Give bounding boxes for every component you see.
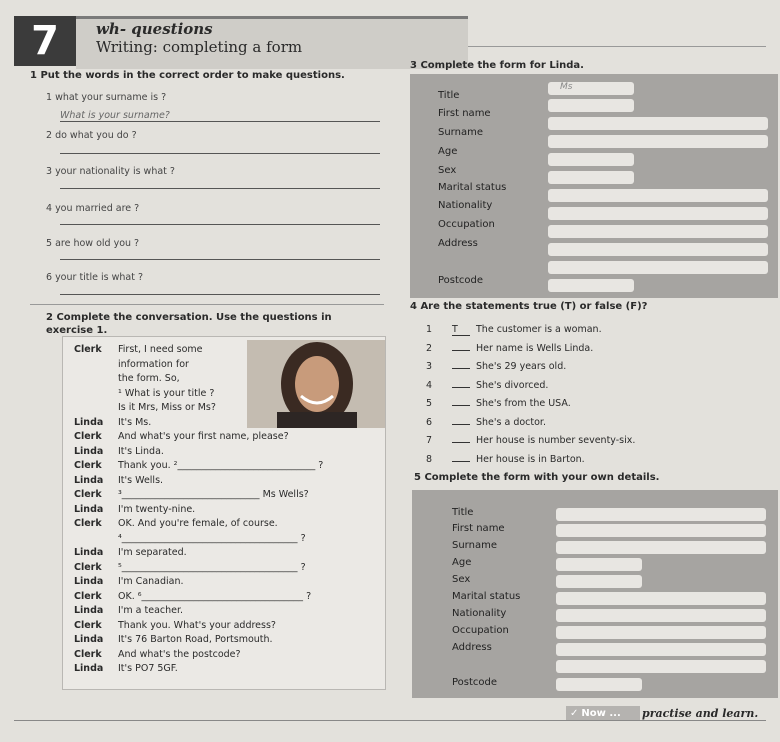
line-text: Is it Mrs, Miss or Ms? bbox=[118, 402, 216, 413]
speaker-name: Linda bbox=[74, 576, 104, 587]
section-divider bbox=[30, 304, 384, 305]
conversation-line bbox=[74, 475, 163, 486]
speaker-name: Linda bbox=[74, 416, 104, 428]
line-text: Thank you. ²_____________________________ ? bbox=[118, 460, 324, 471]
own-form-label: Title bbox=[452, 507, 474, 518]
statement-number: 5 bbox=[426, 398, 433, 409]
line-text: It's Ms. bbox=[118, 416, 152, 428]
form-field[interactable] bbox=[548, 261, 768, 274]
form-label: Title bbox=[438, 90, 460, 101]
ex1-answer-line[interactable] bbox=[60, 259, 380, 260]
speaker-name: Linda bbox=[74, 634, 104, 645]
tf-answer-blank[interactable] bbox=[452, 387, 470, 388]
statement-item bbox=[426, 361, 566, 372]
conversation-line bbox=[74, 533, 306, 544]
exercise-1-title: 1 Put the words in the correct order to make questions. bbox=[30, 70, 345, 81]
own-form-label: Occupation bbox=[452, 625, 509, 636]
form-label: Sex bbox=[438, 165, 457, 176]
now-label: Now ... bbox=[581, 707, 621, 719]
conversation-line bbox=[74, 562, 306, 573]
form-field[interactable] bbox=[548, 279, 634, 292]
conversation-line bbox=[74, 402, 216, 413]
linda-photo bbox=[247, 340, 385, 428]
line-text: ³_____________________________ Ms Wells? bbox=[118, 489, 309, 500]
ex1-question: 6 your title is what ? bbox=[46, 272, 144, 283]
own-form-label: Nationality bbox=[452, 608, 507, 619]
form-field[interactable] bbox=[548, 189, 768, 202]
statement-text: She's from the USA. bbox=[476, 398, 571, 409]
speaker-name: Linda bbox=[74, 547, 104, 558]
conversation-line bbox=[74, 446, 164, 457]
conversation-line bbox=[74, 344, 202, 355]
footer-tagline: practise and learn. bbox=[642, 707, 759, 720]
speaker-name: Linda bbox=[74, 663, 104, 674]
statement-number: 1 bbox=[426, 324, 433, 335]
statement-text: The customer is a woman. bbox=[476, 324, 602, 335]
form-label: Nationality bbox=[438, 200, 493, 211]
unit-title: wh- questions bbox=[96, 20, 213, 38]
speaker-name: Clerk bbox=[74, 648, 102, 660]
field-value: Ms bbox=[560, 82, 573, 92]
line-text: I'm separated. bbox=[118, 547, 187, 558]
statement-text: Her house is number seventy-six. bbox=[476, 435, 636, 446]
form-label: Marital status bbox=[438, 182, 507, 193]
own-form-field[interactable] bbox=[556, 558, 642, 571]
line-text: It's Wells. bbox=[118, 474, 164, 486]
own-form-field[interactable] bbox=[556, 592, 766, 605]
speaker-name: Linda bbox=[74, 605, 104, 616]
ex1-question: 1 what your surname is ? bbox=[46, 92, 167, 103]
own-form-label: Sex bbox=[452, 574, 471, 585]
line-text: And what's your first name, please? bbox=[118, 431, 289, 442]
conversation-line bbox=[74, 359, 189, 370]
line-text: It's PO7 5GF. bbox=[118, 663, 178, 674]
statement-item bbox=[426, 398, 571, 409]
ex1-answer-line[interactable] bbox=[60, 188, 380, 189]
form-label: Surname bbox=[438, 127, 483, 138]
form-field[interactable] bbox=[548, 153, 634, 166]
line-text: I'm twenty-nine. bbox=[118, 503, 196, 515]
statement-item bbox=[426, 324, 602, 336]
own-form-field[interactable] bbox=[556, 626, 766, 639]
line-text: ¹ What is your title ? bbox=[118, 387, 215, 399]
speaker-name: Clerk bbox=[74, 489, 102, 500]
unit-subtitle: Writing: completing a form bbox=[96, 38, 303, 56]
own-form-label: Postcode bbox=[452, 677, 498, 688]
ex1-answer-line[interactable] bbox=[60, 294, 380, 295]
statement-item bbox=[426, 435, 635, 446]
line-text: I'm Canadian. bbox=[118, 576, 184, 587]
ex1-question: 5 are how old you ? bbox=[46, 238, 140, 249]
form-label: Occupation bbox=[438, 219, 495, 230]
speaker-name: Clerk bbox=[74, 518, 102, 529]
line-text: It's 76 Barton Road, Portsmouth. bbox=[118, 634, 273, 645]
own-form-field[interactable] bbox=[556, 575, 642, 588]
exercise-4-title: 4 Are the statements true (T) or false (F)? bbox=[410, 301, 648, 312]
form-label: First name bbox=[438, 108, 491, 119]
line-text: the form. So, bbox=[118, 373, 180, 384]
ex1-question: 3 your nationality is what ? bbox=[46, 166, 175, 177]
statement-number: 7 bbox=[426, 435, 433, 446]
ex1-question: 2 do what you do ? bbox=[46, 130, 137, 141]
line-text: Thank you. What's your address? bbox=[118, 619, 276, 631]
ex1-answer-line[interactable] bbox=[60, 153, 380, 154]
tf-answer-blank[interactable]: T bbox=[452, 324, 470, 336]
own-form-field[interactable] bbox=[556, 524, 766, 537]
form-label: Age bbox=[438, 146, 458, 157]
line-text: information for bbox=[118, 358, 189, 370]
statement-item bbox=[426, 343, 593, 354]
exercise-2-title: 2 Complete the conversation. Use the questions in exercise 1. bbox=[46, 312, 332, 336]
conversation-line bbox=[74, 373, 180, 384]
form-field[interactable] bbox=[548, 117, 768, 130]
statement-text: Her name is Wells Linda. bbox=[476, 342, 594, 354]
conversation-line bbox=[74, 547, 187, 558]
line-text: First, I need some bbox=[118, 344, 203, 355]
footer-rule bbox=[14, 720, 766, 721]
statement-item bbox=[426, 454, 585, 465]
conversation-line bbox=[74, 620, 276, 631]
header-rule bbox=[468, 46, 766, 47]
speaker-name: Clerk bbox=[74, 561, 102, 573]
speaker-name: Clerk bbox=[74, 460, 102, 471]
conversation-line bbox=[74, 417, 151, 428]
conversation-line bbox=[74, 388, 214, 399]
speaker-name: Clerk bbox=[74, 619, 102, 631]
speaker-name: Linda bbox=[74, 445, 104, 457]
form-label: Address bbox=[438, 238, 478, 249]
conversation-line bbox=[74, 576, 184, 587]
statement-text: Her house is in Barton. bbox=[476, 453, 585, 465]
check-icon: ✓ bbox=[570, 707, 579, 719]
own-form-label: First name bbox=[452, 523, 505, 534]
now-badge bbox=[566, 706, 640, 720]
speaker-name: Clerk bbox=[74, 590, 102, 602]
form-field[interactable] bbox=[548, 171, 634, 184]
tf-answer-blank[interactable] bbox=[452, 442, 470, 443]
own-form-field[interactable] bbox=[556, 678, 642, 691]
exercise-3-title: 3 Complete the form for Linda. bbox=[410, 60, 584, 71]
tf-answer-blank[interactable] bbox=[452, 368, 470, 369]
statement-number: 2 bbox=[426, 342, 433, 354]
unit-number-badge bbox=[14, 16, 76, 66]
speaker-name: Clerk bbox=[74, 431, 102, 442]
own-form-field[interactable] bbox=[556, 541, 766, 554]
form-field[interactable] bbox=[548, 207, 768, 220]
own-form-field[interactable] bbox=[556, 660, 766, 673]
line-text: OK. And you're female, of course. bbox=[118, 518, 278, 529]
ex1-answer-line[interactable] bbox=[60, 224, 380, 225]
conversation-line bbox=[74, 591, 311, 602]
line-text: And what's the postcode? bbox=[118, 648, 241, 660]
line-text: ⁴_____________________________________ ? bbox=[118, 532, 306, 544]
conversation-line bbox=[74, 663, 178, 674]
own-form-label: Marital status bbox=[452, 591, 521, 602]
speaker-name: Linda bbox=[74, 503, 104, 515]
tf-answer-blank[interactable] bbox=[452, 424, 470, 425]
form-field[interactable] bbox=[548, 135, 768, 148]
unit-number: 7 bbox=[31, 18, 59, 64]
ex1-answer: What is your surname? bbox=[60, 110, 170, 121]
conversation-line bbox=[74, 605, 183, 616]
form-field[interactable] bbox=[548, 243, 768, 256]
line-text: I'm a teacher. bbox=[118, 605, 184, 616]
tf-answer-blank[interactable] bbox=[452, 461, 470, 462]
form-label: Postcode bbox=[438, 275, 484, 286]
statement-number: 3 bbox=[426, 361, 433, 372]
own-form-label: Address bbox=[452, 642, 492, 653]
own-form-label: Age bbox=[452, 557, 472, 568]
speaker-name: Clerk bbox=[74, 344, 102, 355]
own-form-field[interactable] bbox=[556, 609, 766, 622]
statement-number: 6 bbox=[426, 416, 433, 428]
ex1-answer-line[interactable] bbox=[60, 121, 380, 122]
statement-number: 8 bbox=[426, 453, 433, 465]
speaker-name: Linda bbox=[74, 474, 104, 486]
conversation-line bbox=[74, 649, 241, 660]
form-field[interactable] bbox=[548, 225, 768, 238]
conversation-line bbox=[74, 634, 273, 645]
exercise-5-title: 5 Complete the form with your own details. bbox=[414, 472, 660, 483]
statement-item bbox=[426, 380, 548, 391]
statement-text: She's a doctor. bbox=[476, 416, 546, 428]
conversation-line bbox=[74, 460, 323, 471]
tf-answer-blank[interactable] bbox=[452, 405, 470, 406]
line-text: ⁵_____________________________________ ? bbox=[118, 561, 306, 573]
form-field[interactable] bbox=[548, 99, 634, 112]
statement-item bbox=[426, 417, 546, 428]
tf-answer-blank[interactable] bbox=[452, 350, 470, 351]
statement-text: She's divorced. bbox=[476, 379, 549, 391]
statement-number: 4 bbox=[426, 379, 433, 391]
woman-portrait-image bbox=[247, 340, 385, 428]
conversation-line bbox=[74, 518, 278, 529]
conversation-line bbox=[74, 504, 195, 515]
conversation-line bbox=[74, 431, 289, 442]
statement-text: She's 29 years old. bbox=[476, 361, 567, 372]
own-form-field[interactable] bbox=[556, 508, 766, 521]
own-form-field[interactable] bbox=[556, 643, 766, 656]
own-form-label: Surname bbox=[452, 540, 497, 551]
line-text: It's Linda. bbox=[118, 445, 164, 457]
ex1-question: 4 you married are ? bbox=[46, 203, 140, 214]
conversation-line bbox=[74, 489, 309, 500]
line-text: OK. ⁶__________________________________ ? bbox=[118, 590, 312, 602]
